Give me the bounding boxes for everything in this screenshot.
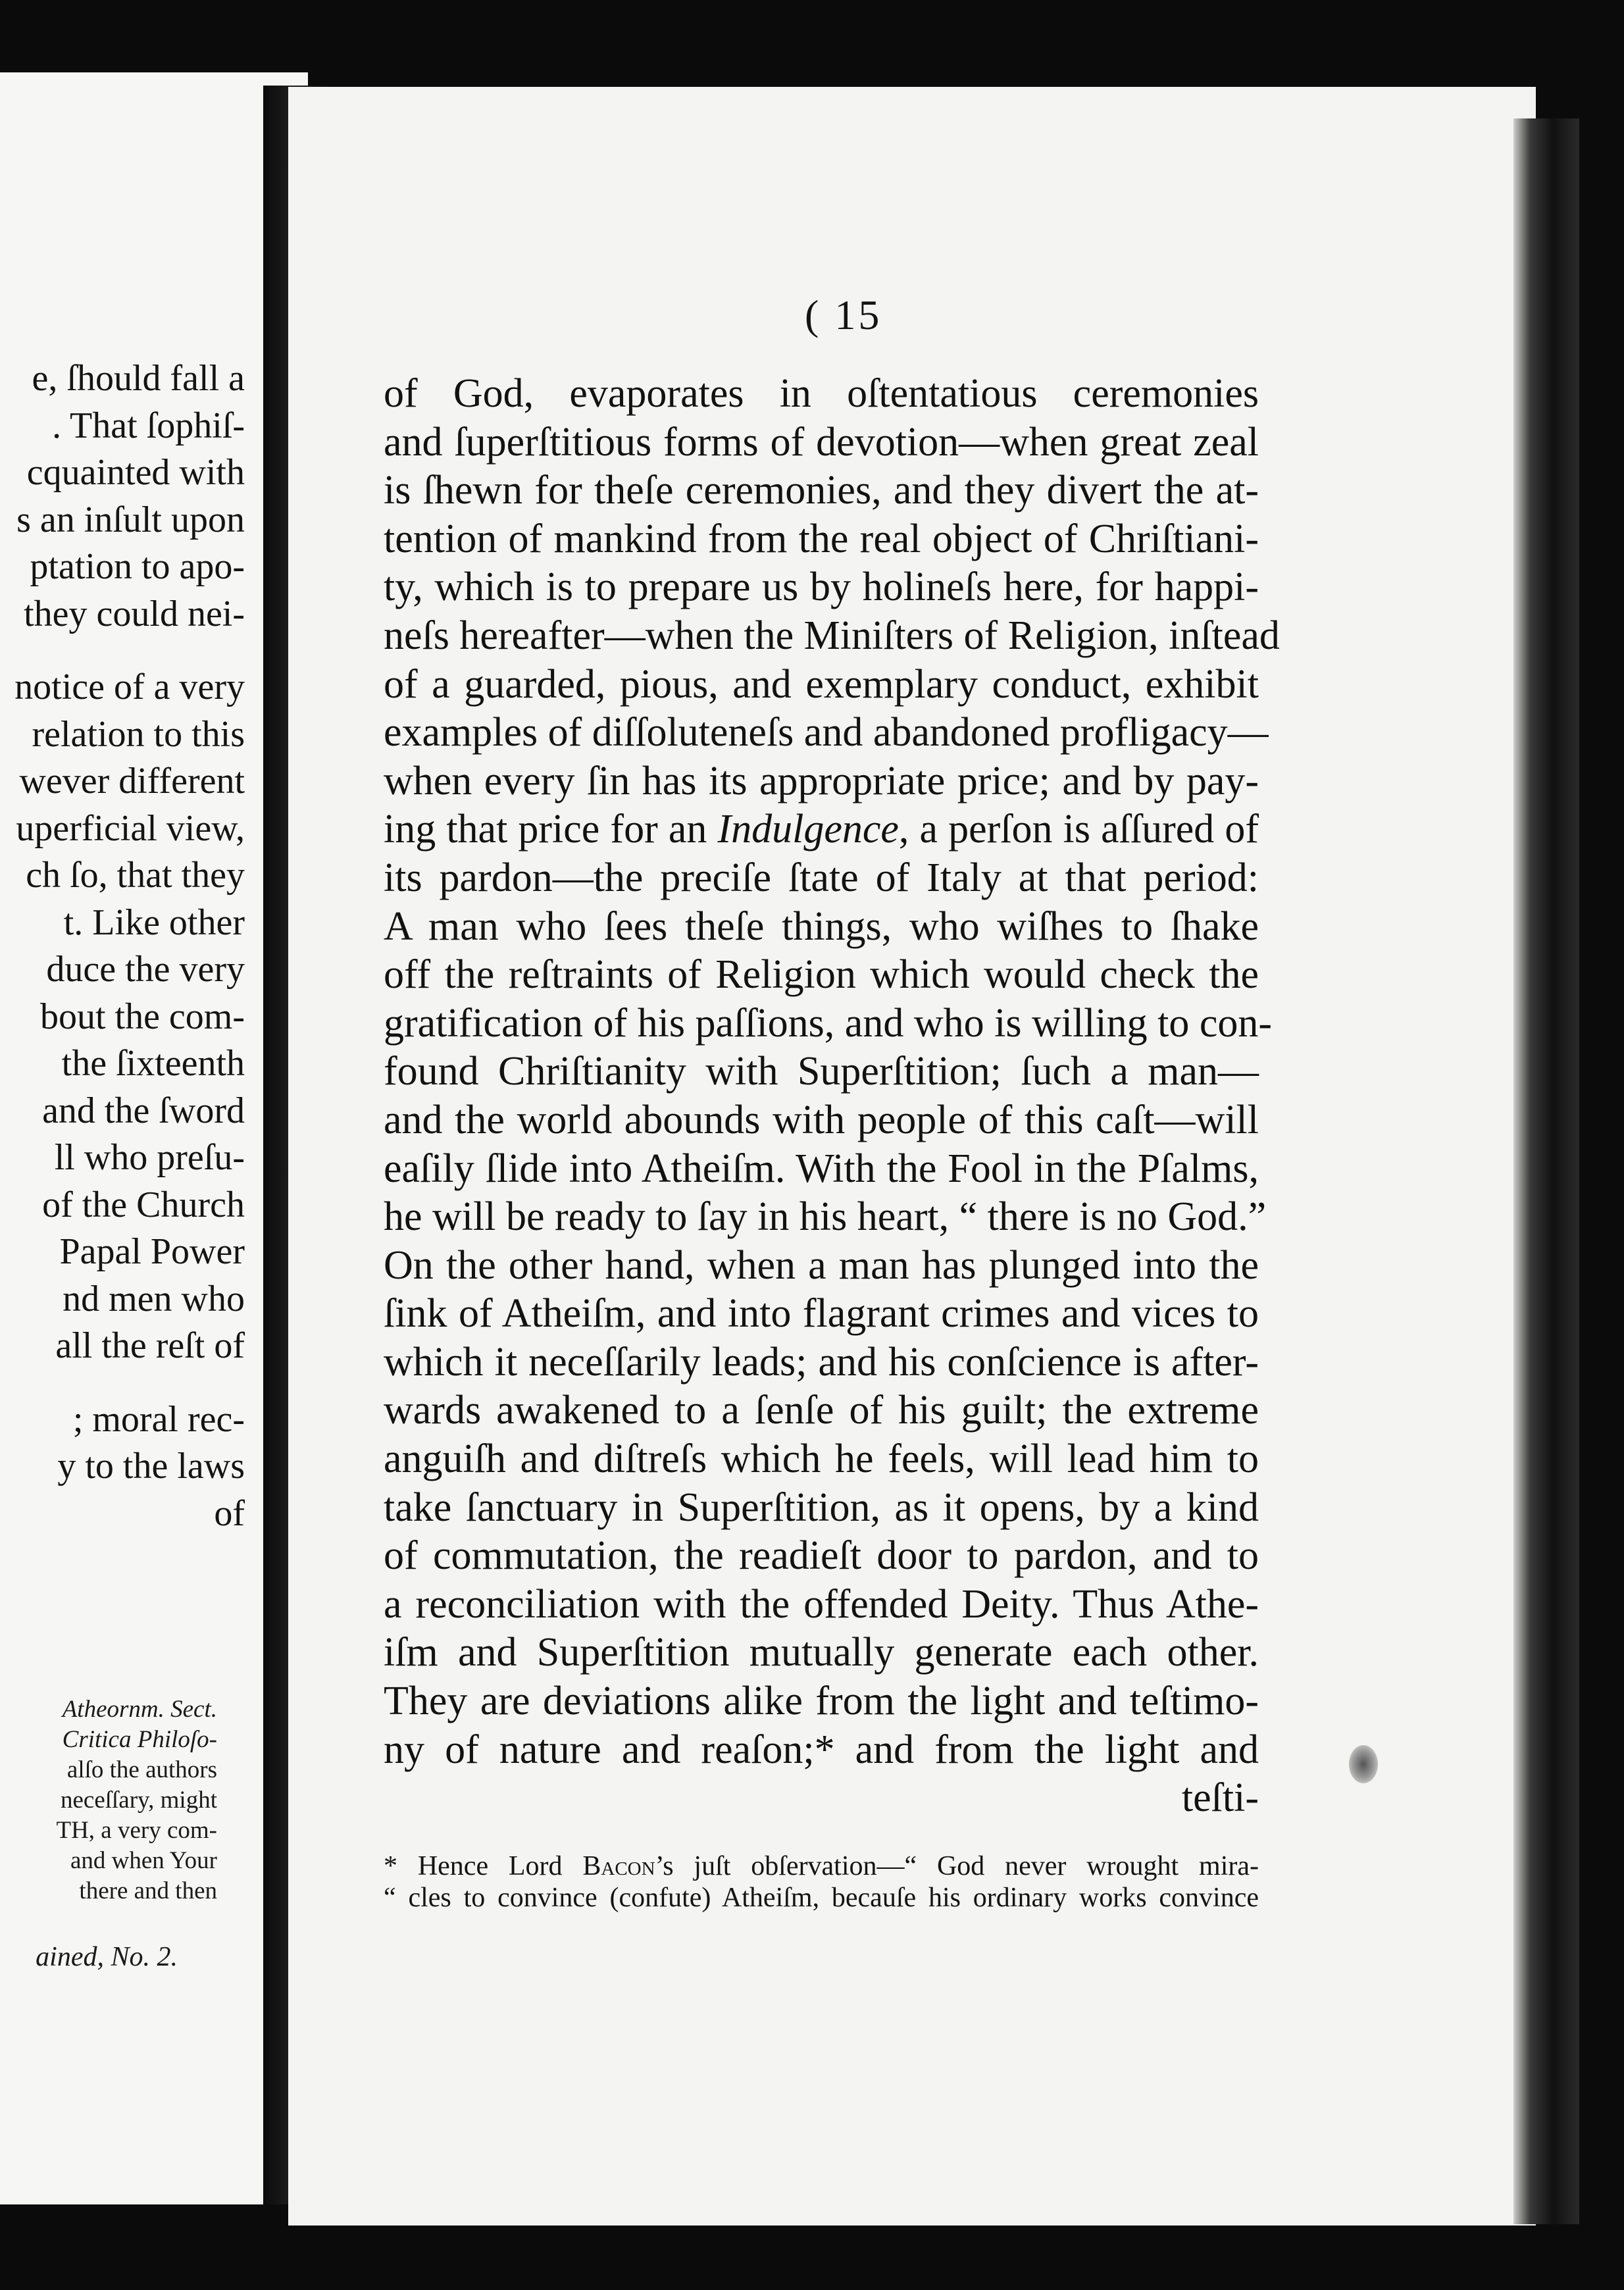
body-line: of God, evaporates in oſtentatious ceremonies (384, 371, 1259, 416)
left-line: notice of a very (14, 667, 245, 707)
ink-smudge (1349, 1745, 1378, 1783)
italic-term: Indulgence (717, 807, 899, 852)
left-line: y to the laws (57, 1446, 245, 1487)
body-line: eaſily ſlide into Atheiſm. With the Fool in the Pſalms, (384, 1146, 1259, 1191)
left-line: s an inſult upon (16, 499, 245, 540)
body-line: ſink of Atheiſm, and into flagrant crimes and vices to (384, 1291, 1259, 1336)
body-line: when every ſin has its appropriate price; and by pay- (384, 758, 1259, 803)
body-line: ing that price for an Indulgence, a perſon is aſſured of (384, 807, 1259, 852)
left-line: of (214, 1492, 245, 1534)
left-line: ptation to apo- (30, 546, 245, 587)
body-line: off the reſtraints of Religion which would check the (384, 952, 1259, 998)
left-line: ; moral rec- (72, 1398, 245, 1440)
left-line: and the ſword (42, 1090, 245, 1131)
body-line: of commutation, the readieſt door to pardon, and to (384, 1533, 1259, 1579)
left-line: uperficial view, (16, 807, 245, 849)
page-number: ( 15 (805, 292, 882, 338)
left-page-signature: ained, No. 2. (36, 1942, 178, 1972)
left-line: relation to this (32, 713, 245, 755)
left-line: all the reſt of (55, 1325, 245, 1366)
body-line: a reconciliation with the offended Deity. Thus Athe- (384, 1581, 1259, 1627)
body-line: its pardon—the preciſe ſtate of Italy at that period: (384, 855, 1259, 900)
left-page-text (0, 355, 245, 1537)
left-facing-page (0, 72, 308, 2204)
body-line: tention of mankind from the real object of Chriſtiani- (384, 516, 1259, 561)
left-note-line: there and then (79, 1877, 217, 1904)
left-line-gap (0, 1370, 245, 1396)
left-line: ch ſo, that they (26, 855, 245, 896)
body-line: A man who ſees theſe things, who wiſhes to ſhake (384, 903, 1259, 949)
body-line: On the other hand, when a man has plunged into the (384, 1242, 1259, 1288)
body-line: examples of diſſoluteneſs and abandoned profligacy— (384, 710, 1269, 755)
left-line: cquainted with (26, 452, 245, 493)
body-line: anguiſh and diſtreſs which he feels, will lead him to (384, 1437, 1259, 1482)
left-line: nd men who (63, 1278, 245, 1319)
right-page (288, 87, 1536, 2226)
left-line: the ſixteenth (61, 1043, 245, 1084)
left-line: ll who preſu- (54, 1137, 245, 1178)
body-line: he will be ready to ſay in his heart, “ there is no God.” (384, 1194, 1267, 1240)
footnote-name: Bacon (582, 1851, 655, 1881)
body-line: and ſuperſtitious forms of devotion—when great zeal (384, 419, 1259, 465)
body-line: is ſhewn for theſe ceremonies, and they divert the at- (384, 468, 1259, 513)
left-line: e, ſhould fall a (32, 358, 245, 399)
left-note-line: neceſſary, might (60, 1787, 217, 1814)
body-line: take ſanctuary in Superſtition, as it opens, by a kind (384, 1485, 1259, 1530)
body-text (384, 370, 1536, 1823)
left-page-notes (0, 1694, 217, 1906)
left-line: duce the very (46, 949, 245, 990)
body-line: and the world abounds with people of this caſt—will (384, 1097, 1259, 1142)
footnote-line: “ cles to convince (confute) Atheiſm, becauſe his ordinary works convince (384, 1883, 1259, 1913)
left-line: wever different (19, 761, 245, 802)
left-note-line: Critica Philoſo- (62, 1726, 217, 1753)
left-line: Papal Power (59, 1231, 245, 1272)
body-line: which it neceſſarily leads; and his conſcience is after- (384, 1339, 1259, 1385)
body-line: iſm and Superſtition mutually generate each other. (384, 1630, 1259, 1675)
footnote (384, 1850, 1536, 1914)
left-note-line: Atheornm. Sect. (62, 1696, 217, 1723)
body-line: They are deviations alike from the light and teſtimo- (384, 1679, 1259, 1724)
body-line: found Chriſtianity with Superſtition; ſuch a man— (384, 1049, 1259, 1094)
left-note-line: TH, a very com- (56, 1817, 217, 1844)
body-line: wards awakened to a ſenſe of his guilt; the extreme (384, 1388, 1259, 1433)
body-line: gratification of his paſſions, and who is willing to con- (384, 1000, 1273, 1046)
footnote-rest: ’s juſt obſervation—“ God never wrought mira- (655, 1851, 1259, 1881)
body-line: neſs hereafter—when the Miniſters of Religion, inſtead (384, 613, 1280, 658)
footnote-prefix: * Hence Lord (384, 1851, 583, 1881)
left-line: . That ſophiſ- (52, 405, 245, 446)
body-line: teſti- (1181, 1775, 1259, 1821)
left-line: they could nei- (24, 593, 245, 634)
left-note-line: alſo the authors (66, 1756, 217, 1783)
left-line: of the Church (42, 1184, 245, 1225)
left-note-line: and when Your (70, 1847, 217, 1874)
footnote-line (384, 1850, 1259, 1882)
left-line: bout the com- (39, 996, 245, 1037)
left-line: t. Like other (63, 902, 245, 943)
body-line: ny of nature and reaſon;* and from the light and (384, 1727, 1259, 1772)
body-line: of a guarded, pious, and exemplary conduct, exhibit (384, 661, 1259, 707)
left-line-gap (0, 638, 245, 664)
body-line: ty, which is to prepare us by holineſs here, for happi- (384, 565, 1259, 610)
book-edge (1513, 118, 1579, 2224)
